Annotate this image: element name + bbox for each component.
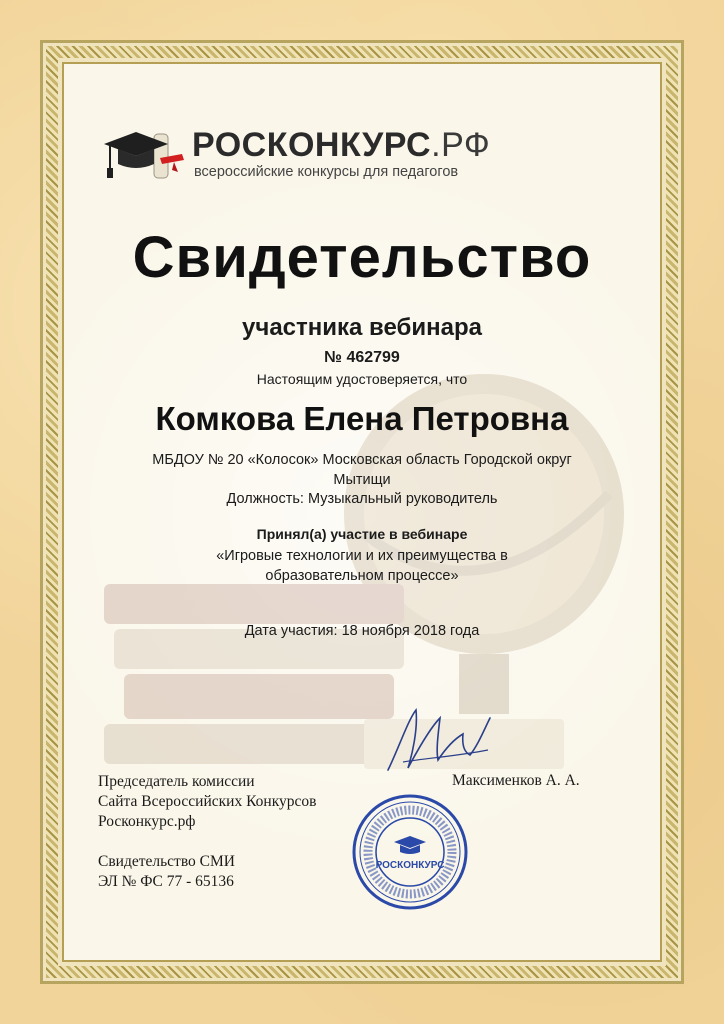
official-seal — [350, 792, 470, 912]
signer-name: Максименков А. А. — [452, 772, 580, 789]
chairman-block — [98, 772, 316, 832]
participated-label: Принял(а) участие в вебинаре — [256, 526, 468, 542]
graduation-cap-icon — [100, 124, 190, 188]
chairman-line-3: Росконкурс.рф — [98, 813, 196, 830]
smi-line-2: ЭЛ № ФС 77 - 65136 — [98, 873, 234, 890]
recipient-position: Должность: Музыкальный руководитель — [226, 491, 498, 507]
webinar-title: «Игровые технологии и их преимущества в образовательном процессе» — [216, 548, 508, 584]
logo-name-suffix: .РФ — [431, 126, 491, 164]
participation-date: Дата участия: 18 ноября 2018 года — [244, 623, 480, 639]
seal-center-text: РОСКОНКУРС — [375, 860, 445, 871]
recipient-organization: МБДОУ № 20 «Колосок» Московская область Городской округ Мытищи — [152, 452, 572, 488]
chairman-line-2: Сайта Всероссийских Конкурсов — [98, 793, 317, 810]
rosconkurs-logo — [100, 122, 520, 192]
certificate-subtitle: участника вебинара — [242, 314, 482, 341]
certificate-number: № 462799 — [324, 349, 400, 366]
media-registration-block — [98, 852, 235, 892]
chairman-line-1: Председатель комиссии — [98, 773, 255, 790]
logo-name-text: РОСКОНКУРС — [192, 126, 432, 164]
smi-line-1: Свидетельство СМИ — [98, 853, 235, 870]
logo-tagline: всероссийские конкурсы для педагогов — [194, 164, 459, 180]
recipient-name: Комкова Елена Петровна — [155, 400, 569, 437]
logo-wordmark — [192, 126, 490, 165]
handwritten-signature — [378, 700, 498, 780]
certify-text: Настоящим удостоверяется, что — [256, 371, 468, 387]
certificate-title: Свидетельство — [132, 225, 592, 290]
